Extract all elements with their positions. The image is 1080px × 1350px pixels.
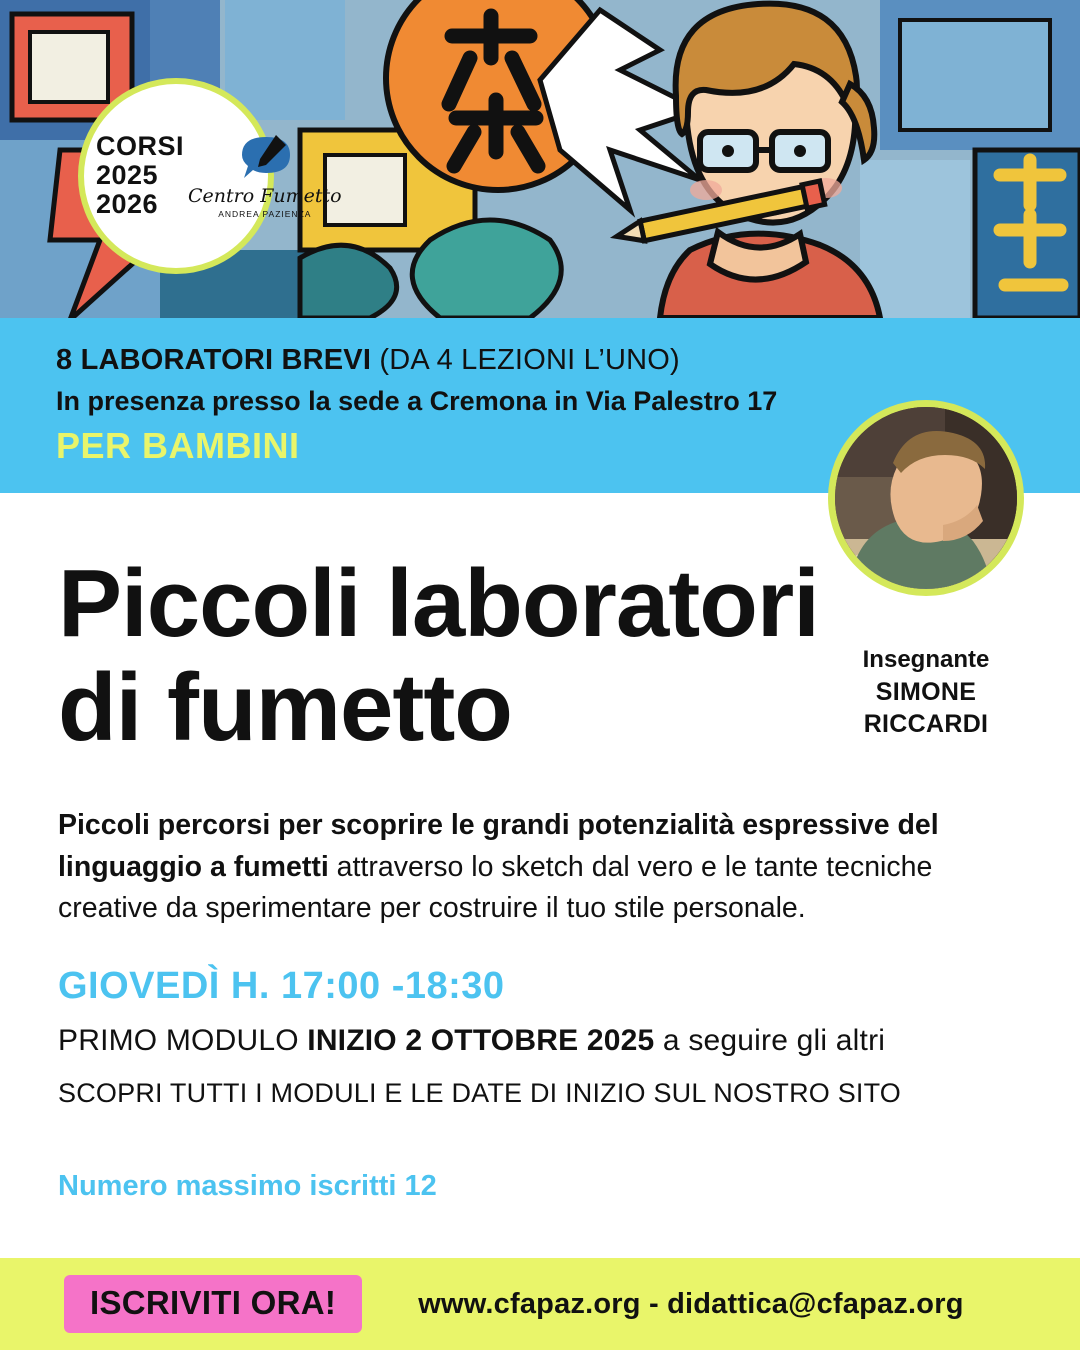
logo-year-start: 2025: [96, 159, 159, 190]
logo-corsi-label: CORSI: [96, 130, 185, 161]
schedule-more-info: SCOPRI TUTTI I MODULI E LE DATE DI INIZIO SUL NOSTRO SITO: [58, 1078, 902, 1108]
schedule-module-suffix: a seguire gli altri: [654, 1024, 886, 1057]
speech-bubble-pen-icon: [236, 133, 294, 183]
course-description: [58, 805, 1018, 930]
logo-badge: [78, 78, 342, 274]
schedule-first-module: [58, 1024, 885, 1058]
teacher-first-name: SIMONE: [875, 677, 977, 706]
logo-course-years: [96, 130, 185, 220]
band-workshops-count: 8 LABORATORI BREVI: [56, 344, 372, 376]
schedule-time: GIOVEDÌ H. 17:00 -18:30: [58, 965, 505, 1007]
course-description-rest: attraverso lo sketch dal vero e le tante tecniche creative da sperimentare per costruire il tuo stile personale.: [58, 850, 933, 925]
page-title: [58, 552, 848, 759]
logo-year-end: 2026: [96, 188, 159, 219]
teacher-last-name: RICCARDI: [863, 709, 989, 738]
enroll-now-button[interactable]: ISCRIVITI ORA!: [64, 1275, 362, 1333]
footer-contact-info[interactable]: www.cfapaz.org - didattica@cfapaz.org: [418, 1287, 964, 1320]
page-title-line1: Piccoli laboratori: [58, 550, 819, 657]
band-workshops-detail: (DA 4 LEZIONI L’UNO): [371, 344, 680, 376]
schedule-module-start: INIZIO 2 OTTOBRE 2025: [307, 1024, 655, 1057]
logo-script-name: Centro Fumetto: [188, 185, 342, 207]
course-description-bold: Piccoli percorsi per scoprire le grandi potenzialità espressive del linguaggio a fumetti: [58, 809, 939, 883]
band-audience: PER BAMBINI: [56, 425, 300, 466]
band-workshops-line: [56, 344, 1080, 377]
band-location: In presenza presso la sede a Cremona in Via Palestro 17: [56, 386, 778, 416]
max-participants: Numero massimo iscritti 12: [58, 1170, 437, 1202]
logo-subtitle: ANDREA PAZIENZA: [218, 209, 312, 219]
footer-bar: [0, 1258, 1080, 1350]
schedule-module-prefix: PRIMO MODULO: [58, 1024, 308, 1057]
teacher-role-label: Insegnante: [862, 646, 990, 673]
teacher-photo: [828, 400, 1024, 596]
logo-brand: [188, 133, 342, 219]
teacher-caption: [820, 645, 1032, 740]
page-title-line2: di fumetto: [58, 653, 512, 761]
